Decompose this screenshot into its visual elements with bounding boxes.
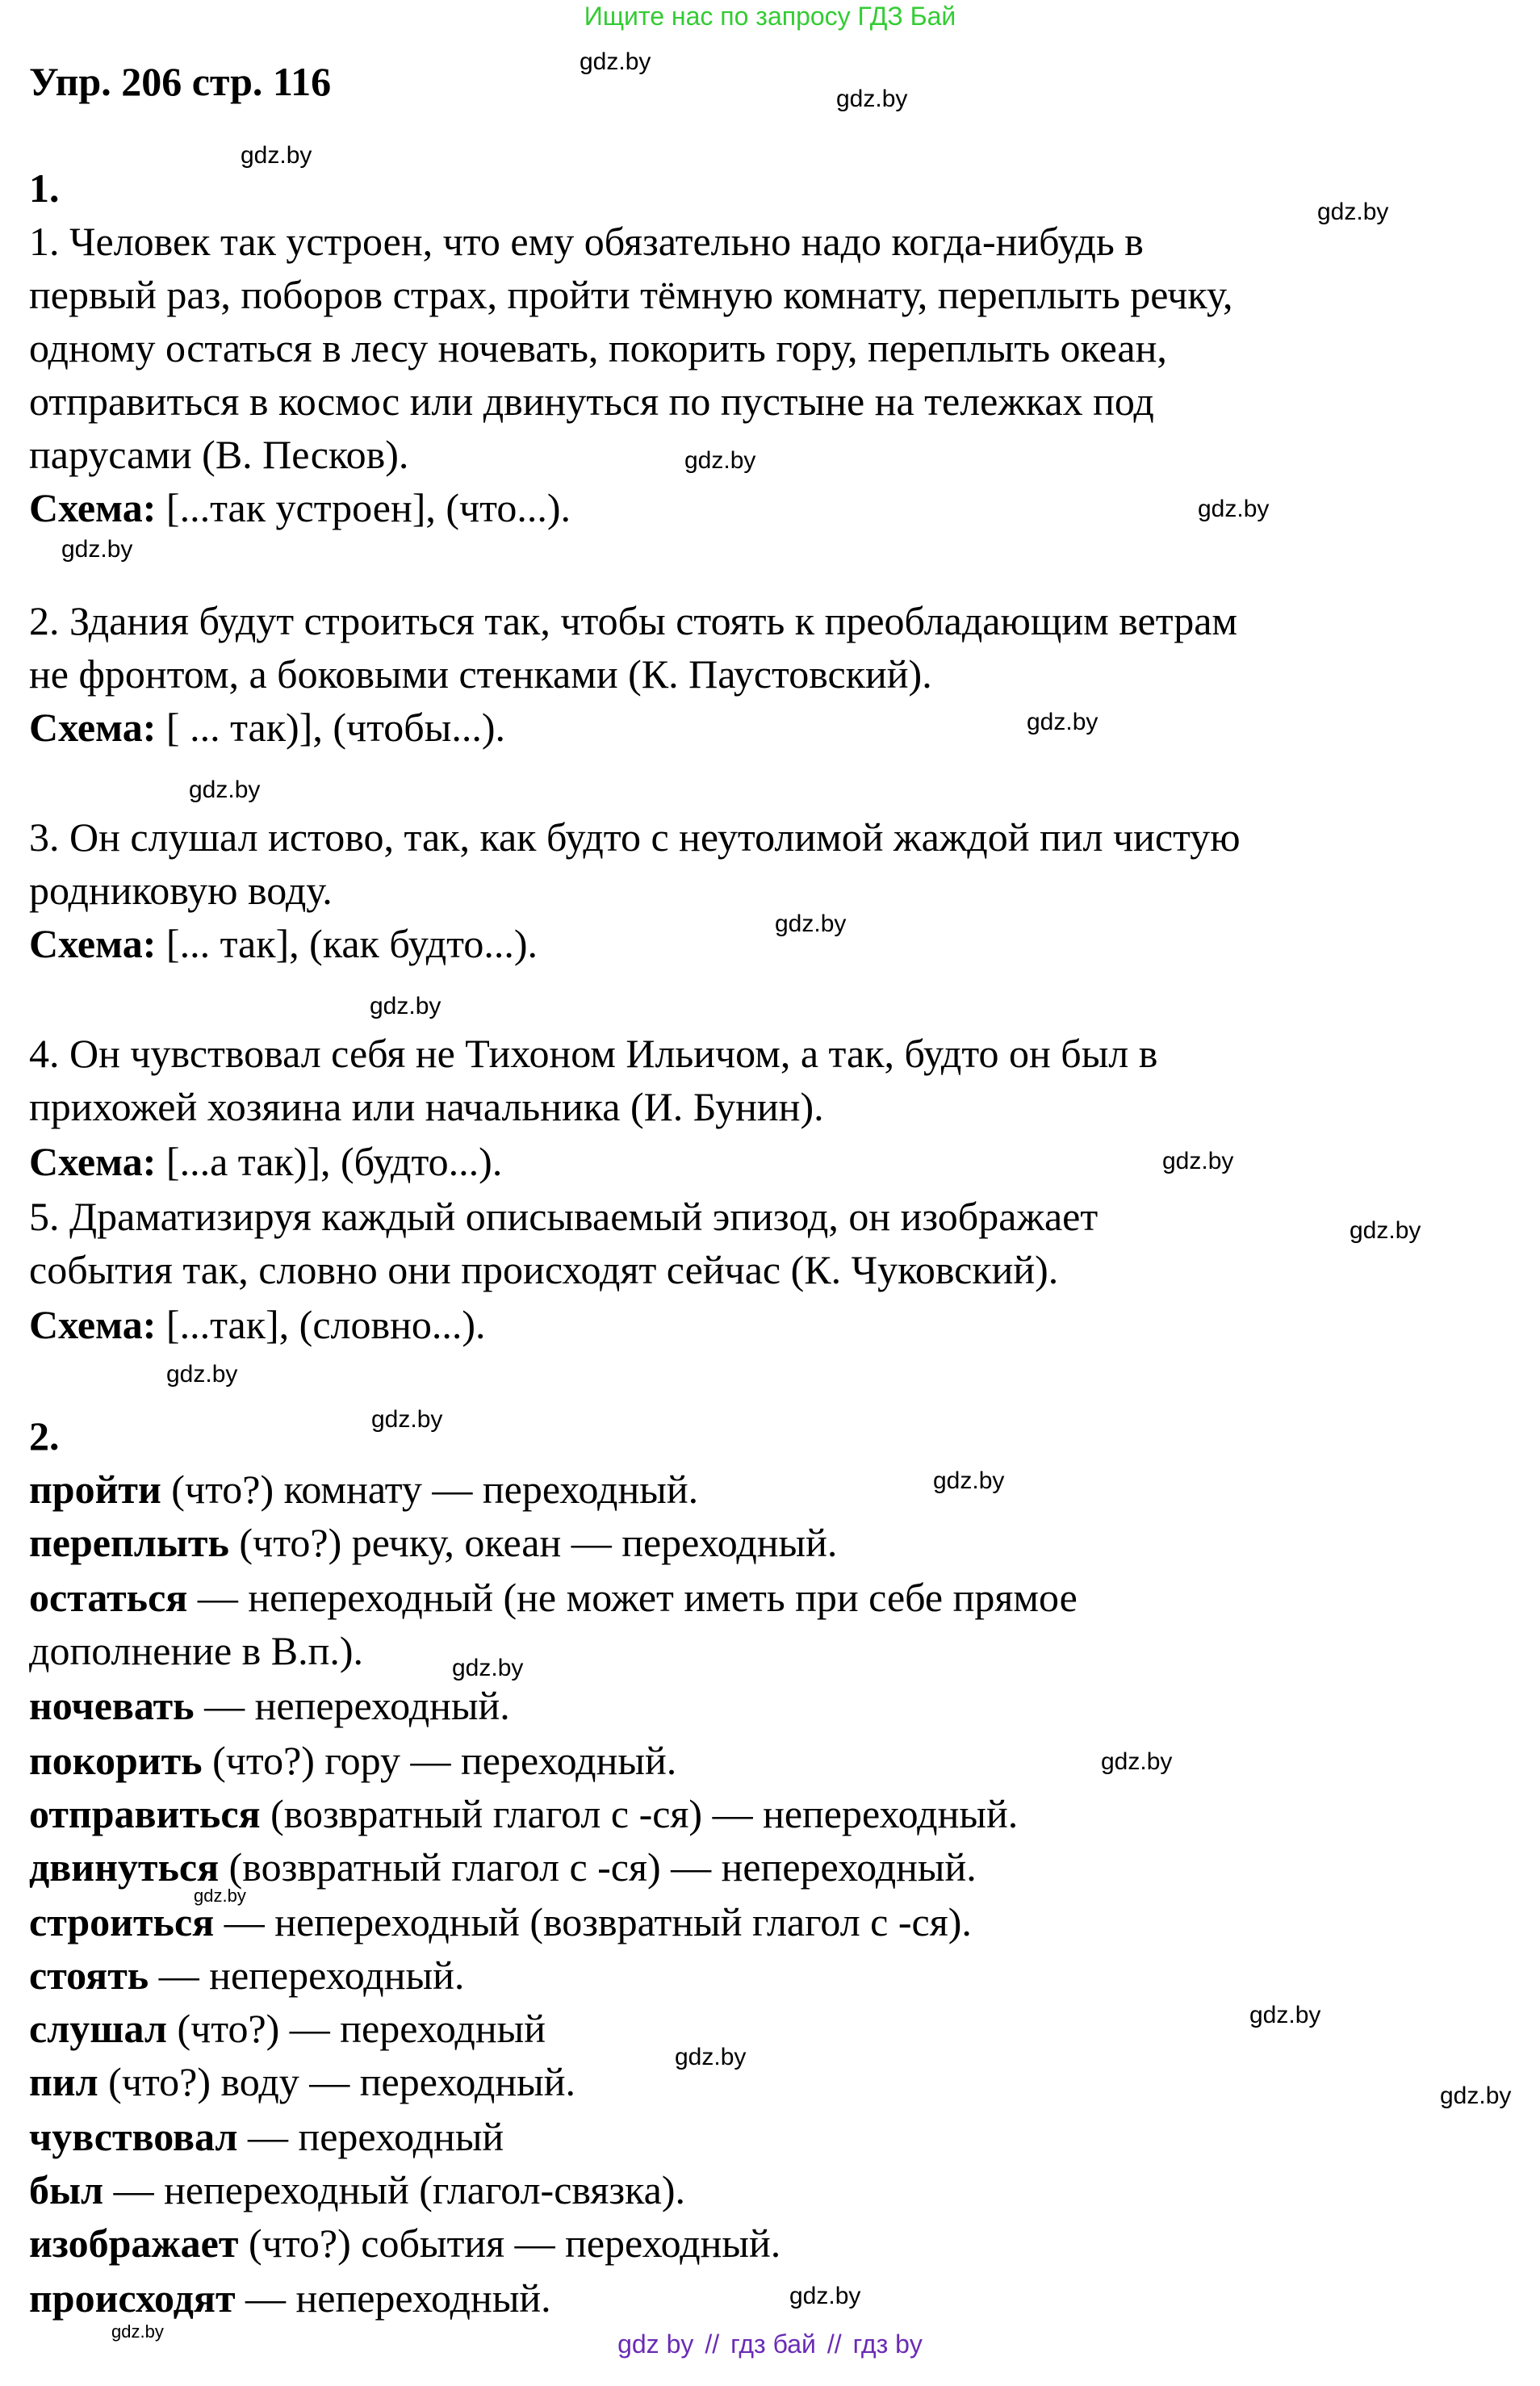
watermark: gdz.by xyxy=(1350,1217,1421,1244)
watermark: gdz.by xyxy=(1249,2002,1321,2028)
watermark: gdz.by xyxy=(1440,2083,1512,2109)
verb-line: остаться — непереходный (не может иметь при себе прямое xyxy=(29,1575,1078,1620)
text-line: первый раз, поборов страх, пройти тёмную комнату, переплыть речку, xyxy=(29,272,1233,317)
watermark: gdz.by xyxy=(675,2044,747,2070)
verb-line: стоять — непереходный. xyxy=(29,1953,465,1998)
text-line: прихожей хозяина или начальника (И. Бунин). xyxy=(29,1084,824,1129)
verb-line: пил (что?) воду — переходный. xyxy=(29,2059,575,2104)
text-line: 3. Он слушал истово, так, как будто с неутолимой жаждой пил чистую xyxy=(29,814,1241,860)
verb-line: покорить (что?) гору — переходный. xyxy=(29,1738,677,1783)
text-line: одному остаться в лесу ночевать, покорить гору, переплыть океан, xyxy=(29,325,1167,370)
text-line: не фронтом, а боковыми стенками (К. Паустовский). xyxy=(29,651,932,697)
part-2-label: 2. xyxy=(29,1413,60,1459)
watermark: gdz.by xyxy=(1317,199,1389,225)
watermark: gdz.by xyxy=(452,1655,524,1681)
scheme-line: Схема: [...так устроен], (что...). xyxy=(29,485,571,530)
watermark: gdz.by xyxy=(61,536,133,563)
part-1-label: 1. xyxy=(29,165,60,211)
watermark: gdz.by xyxy=(775,910,847,937)
footer-link-gdz-by-cyr[interactable]: гдз by xyxy=(852,2329,923,2359)
watermark: gdz.by xyxy=(1162,1148,1234,1174)
scheme-line: Схема: [...а так)], (будто...). xyxy=(29,1139,503,1184)
watermark: gdz.by xyxy=(371,1406,443,1433)
verb-line: чувствовал — переходный xyxy=(29,2114,504,2159)
verb-line: изображает (что?) события — переходный. xyxy=(29,2221,781,2266)
page-title: Упр. 206 стр. 116 xyxy=(29,59,332,104)
text-line: отправиться в космос или двинуться по пустыне на тележках под xyxy=(29,379,1154,424)
watermark: gdz.by xyxy=(370,993,441,1019)
scheme-line: Схема: [... так], (как будто...). xyxy=(29,921,538,966)
search-banner: Ищите нас по запросу ГДЗ Бай xyxy=(584,2,956,31)
verb-line: слушал (что?) — переходный xyxy=(29,2006,546,2051)
verb-line: пройти (что?) комнату — переходный. xyxy=(29,1467,699,1512)
footer-separator: // xyxy=(705,2329,720,2359)
watermark: gdz.by xyxy=(111,2321,164,2342)
text-line: родниковую воду. xyxy=(29,868,333,913)
watermark: gdz.by xyxy=(166,1361,238,1388)
verb-line: двинуться (возвратный глагол с -ся) — непереходный. xyxy=(29,1844,977,1890)
watermark: gdz.by xyxy=(684,447,756,474)
text-line: 2. Здания будут строиться так, чтобы стоять к преобладающим ветрам xyxy=(29,598,1238,643)
watermark: gdz.by xyxy=(1198,496,1270,522)
watermark: gdz.by xyxy=(836,86,908,112)
footer-link-gdz-bai[interactable]: гдз бай xyxy=(730,2329,816,2359)
verb-line: происходят — непереходный. xyxy=(29,2275,551,2321)
watermark: gdz.by xyxy=(933,1467,1005,1494)
footer-link-gdz-by[interactable]: gdz by xyxy=(617,2329,694,2359)
verb-line: был — непереходный (глагол-связка). xyxy=(29,2167,685,2212)
watermark: gdz.by xyxy=(194,1886,246,1906)
scheme-line: Схема: [...так], (словно...). xyxy=(29,1302,486,1347)
text-line: 4. Он чувствовал себя не Тихоном Ильичом, а так, будто он был в xyxy=(29,1031,1158,1076)
watermark: gdz.by xyxy=(1101,1748,1173,1775)
verb-line: отправиться (возвратный глагол с -ся) — непереходный. xyxy=(29,1791,1019,1836)
verb-line: строиться — непереходный (возвратный глагол с -ся). xyxy=(29,1899,972,1944)
watermark: gdz.by xyxy=(189,776,261,803)
text-line: события так, словно они происходят сейчас (К. Чуковский). xyxy=(29,1247,1059,1292)
text-line: 5. Драматизируя каждый описываемый эпизод, он изображает xyxy=(29,1194,1099,1239)
watermark: gdz.by xyxy=(789,2283,861,2309)
watermark: gdz.by xyxy=(241,142,312,169)
scheme-line: Схема: [ ... так)], (чтобы...). xyxy=(29,705,505,750)
verb-line: ночевать — непереходный. xyxy=(29,1683,510,1728)
footer-links xyxy=(0,2329,1540,2359)
watermark: gdz.by xyxy=(1027,709,1099,735)
text-line: 1. Человек так устроен, что ему обязательно надо когда-нибудь в xyxy=(29,219,1144,264)
text-line: дополнение в В.п.). xyxy=(29,1628,364,1673)
verb-line: переплыть (что?) речку, океан — переходный. xyxy=(29,1520,838,1565)
footer-separator: // xyxy=(826,2329,842,2359)
watermark: gdz.by xyxy=(580,48,651,75)
text-line: парусами (В. Песков). xyxy=(29,432,409,477)
